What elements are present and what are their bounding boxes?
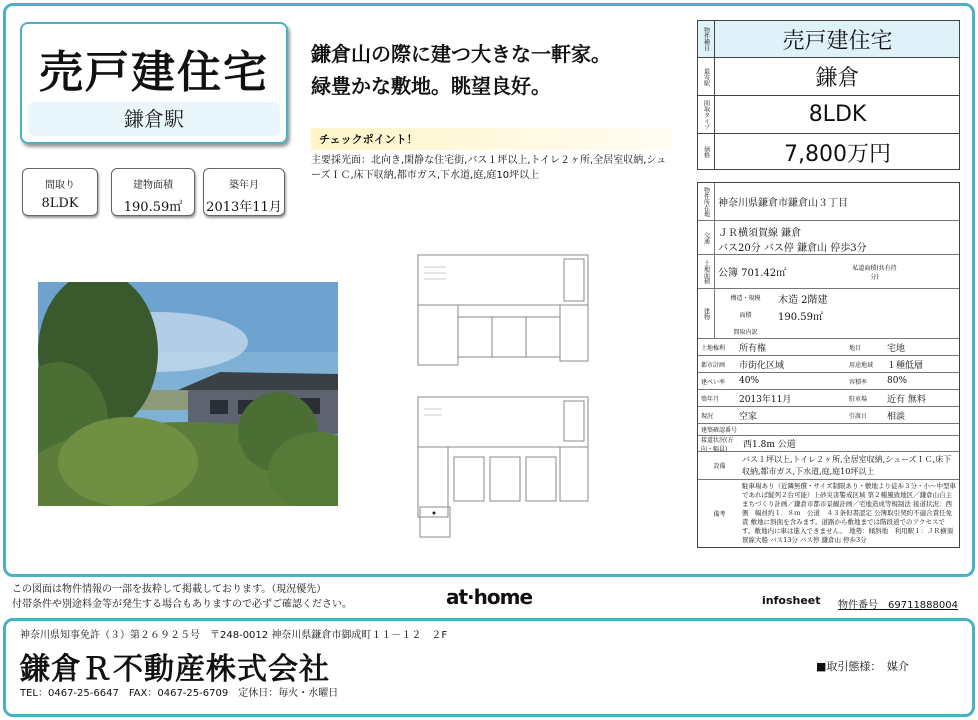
summary-station: 鎌倉 (815, 66, 860, 91)
detail-table (697, 182, 960, 548)
checkpoint-heading: チェックポイント！ (311, 128, 673, 150)
house-photo (38, 282, 338, 506)
catch-line-2: 緑豊かな敷地。眺望良好。 (311, 74, 551, 98)
remarks-value: 駐車場あり（近隣無償・サイズ制限あり・敷地より徒歩３分・小～中型車であれば縦列２台可能）上砂災害警戒区域 第２種風致地区／鎌倉山自主まちづくり計画／鎌倉市都市景観計画／宅地造成等規制法 接道状況：西側 幅員約１．８ｍ 公道 ４３条但書認定 公簿取引契約不適合責任免責 敷地に斜面を含みます。道路から敷地までは階段道でのアクセスです。敷地内に車は進入できません。 地勢：傾斜地 利用駅１：ＪＲ横須賀線大船 バス13分 バス停 鎌倉山 停歩3分 (742, 482, 956, 544)
detail-key: 引渡日 (849, 412, 868, 420)
summary-label: 物件種目 (698, 21, 715, 57)
detail-label: 建物 (698, 289, 715, 338)
checkpoint-text: 主要採光面：北向き,閑静な住宅街,バス１坪以上,トイレ２ヶ所,全居室収納,シューズＩＣ,床下収納,都市ガス,下水道,庭,庭10坪以上 (311, 155, 667, 181)
detail-row (698, 407, 959, 424)
contact-line: TEL：0467-25-6647 FAX：0467-25-6709 定休日：毎火・水曜日 (20, 688, 339, 699)
remarks-label: 備考 (713, 511, 726, 518)
detail-label: 交通 (698, 221, 715, 254)
equip-value: バス１坪以上,トイレ２ヶ所,全居室収納,シューズＩＣ,床下収納,都市ガス,下水道,庭,庭10坪以上 (742, 455, 952, 476)
detail-value: １種低層 (887, 360, 924, 371)
summary-label: 最寄駅 (698, 58, 715, 95)
disclaimer-line-1: この図面は物件情報の一部を抜粋して掲載しております。（現況優先） (12, 584, 327, 595)
built-date-badge (203, 168, 285, 216)
detail-key: 用途地域 (849, 361, 874, 369)
private-road-label: 私道面積(共有持分) (852, 264, 897, 281)
badge-value: 2013年11月 (206, 200, 282, 215)
detail-value: 空家 (739, 411, 758, 422)
address: 神奈川県鎌倉市鎌倉山３丁目 (718, 198, 848, 209)
detail-value: 80% (887, 376, 908, 386)
detail-value: 40% (739, 376, 760, 386)
property-category-title: 売戸建住宅 (39, 47, 269, 98)
badge-label: 建物面積 (133, 180, 173, 191)
layout-badge (22, 168, 98, 216)
catch-copy (311, 38, 671, 102)
floor-area-badge (111, 168, 195, 216)
detail-value: 2013年11月 (739, 394, 792, 405)
land-area: 公簿 701.42㎡ (718, 268, 787, 279)
confirm-label: 建築確認番号 (701, 427, 738, 434)
detail-label: 土地面積 (698, 255, 715, 288)
detail-row (698, 339, 959, 356)
structure-label: 構造・規模 (730, 295, 761, 302)
equip-label: 設備 (713, 463, 726, 470)
detail-value: 相談 (887, 411, 906, 422)
detail-key: 地目 (849, 344, 862, 352)
badge-label: 築年月 (229, 180, 259, 191)
infosheet-label: infosheet (762, 594, 821, 607)
detail-key: 容積率 (849, 378, 868, 386)
structure-value: 木造 2階建 (778, 295, 828, 306)
catch-line-1: 鎌倉山の際に建つ大きな一軒家。 (311, 42, 611, 66)
detail-row (698, 390, 959, 407)
athome-logo: at·home (446, 585, 533, 609)
detail-row (698, 356, 959, 373)
summary-label: 価格 (698, 134, 715, 170)
nearest-station-label: 鎌倉駅 (28, 102, 280, 136)
road-value: 西1.8m 公道 (743, 440, 796, 450)
transaction-mode: ■取引態様： 媒介 (816, 660, 909, 673)
detail-value: 所有権 (739, 343, 767, 354)
traffic-bus: バス20分 バス停 鎌倉山 停歩3分 (718, 243, 867, 254)
summary-table (697, 20, 960, 170)
detail-label: 物件所在地 (698, 183, 715, 220)
summary-type: 売戸建住宅 (782, 28, 893, 54)
detail-key: 建ぺい率 (701, 378, 726, 386)
summary-layout: 8LDK (808, 102, 867, 127)
badge-value: 8LDK (41, 196, 79, 211)
badge-value: 190.59㎡ (123, 200, 183, 215)
summary-price: 7,800万円 (784, 141, 891, 167)
road-label: 接道状況(方向・幅員) (701, 436, 734, 453)
floor-plan-drawing (406, 245, 606, 545)
summary-label: 間取タイプ (698, 96, 715, 133)
detail-key: 駐車場 (849, 395, 868, 403)
traffic-line: ＪＲ横須賀線 鎌倉 (718, 228, 802, 239)
disclaimer (12, 582, 412, 612)
area-value: 190.59㎡ (778, 312, 823, 323)
detail-key: 現況 (701, 412, 714, 420)
title-card (20, 22, 288, 144)
company-name: 鎌倉Ｒ不動産株式会社 (20, 652, 330, 687)
detail-key: 土地権利 (701, 344, 726, 352)
detail-value: 宅地 (887, 343, 906, 354)
badge-label: 間取り (45, 180, 75, 191)
disclaimer-line-2: 付帯条件や別途料金等が発生する場合もありますので必ずご確認ください。 (12, 599, 352, 610)
license-line: 神奈川県知事免許（３）第２６９２５号 〒248-0012 神奈川県鎌倉市御成町１１－１２ ２F (20, 630, 448, 641)
property-number: 物件番号 69711888004 (838, 600, 958, 611)
detail-row (698, 373, 959, 390)
area-label: 面積 (739, 312, 752, 319)
layout-detail-label: 間取内訳 (733, 329, 758, 336)
detail-key: 都市計画 (701, 361, 726, 369)
detail-value: 市街化区域 (739, 360, 785, 371)
detail-value: 近有 無料 (887, 394, 926, 405)
detail-key: 築年月 (701, 395, 720, 403)
